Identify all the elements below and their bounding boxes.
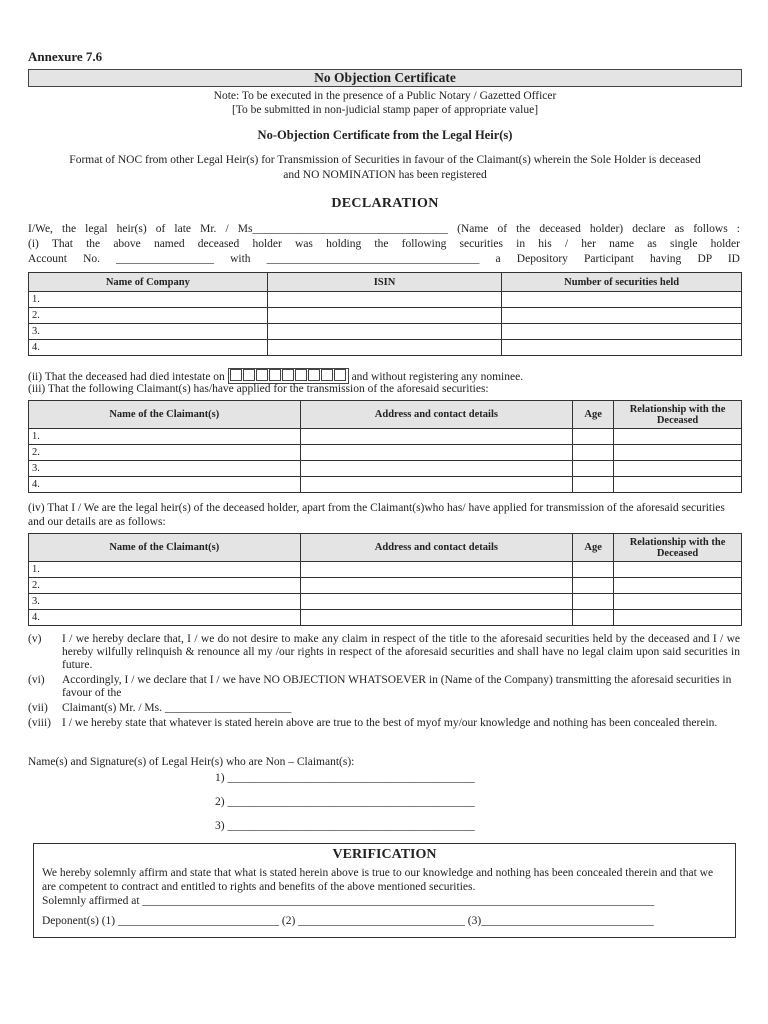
table-row: 2. [29, 308, 742, 324]
signature-line-2[interactable]: 2) ___________________________________________ [215, 796, 475, 808]
clause-vi: (vi) Accordingly, I / we declare that I / we have NO OBJECTION WHATSOEVER in (Name of the Company) transmitting the aforesaid securities in favour of the [28, 674, 732, 699]
col-header-company: Name of Company [29, 273, 268, 292]
verification-text: We hereby solemnly affirm and state that what is stated herein above is true to our knowledge and nothing has been concealed therein and that we are competent to contract and entitled to rights and benefits of the above mentioned securities. Solemnly affirmed at _________________________________________________________________________________________ Deponent(s) (1) ____________________________ (2) _____________________________ (3)______________________________ [42, 866, 727, 928]
table-row: 4. [29, 610, 742, 626]
table-row: 3. [29, 324, 742, 340]
table-row: 1. [29, 429, 742, 445]
table-row: 4. [29, 477, 742, 493]
col-header-heir-age: Age [573, 534, 614, 562]
col-header-securities: Number of securities held [502, 273, 742, 292]
clause-vii: (vii) Claimant(s) Mr. / Ms. ______________________ [28, 702, 292, 714]
legal-heirs-table [28, 533, 742, 626]
table-row: 1. [29, 562, 742, 578]
signature-line-3[interactable]: 3) ___________________________________________ [215, 820, 475, 832]
clauses-list [28, 633, 740, 732]
note-line-1: Note: To be executed in the presence of a Public Notary / Gazetted Officer [213, 90, 557, 102]
clause-v: (v) I / we hereby declare that, I / we do not desire to make any claim in respect of the title to the aforesaid securities held by the deceased and I / we hereby wilfully relinquish & renounce all my /our rights in respect of the aforesaid securities and shall have no legal claim upon said securities in future. [28, 633, 740, 671]
securities-table [28, 272, 742, 356]
names-signatures-line: Name(s) and Signature(s) of Legal Heir(s) who are Non – Claimant(s): [28, 756, 355, 768]
note-line-2: [To be submitted in non-judicial stamp paper of appropriate value] [231, 104, 539, 116]
col-header-address: Address and contact details [300, 401, 573, 429]
page-title: No Objection Certificate [28, 69, 742, 87]
annexure-label: Annexure 7.6 [28, 49, 103, 64]
table-row: 1. [29, 292, 742, 308]
format-line-2: and NO NOMINATION has been registered [283, 169, 487, 181]
table-row: 3. [29, 594, 742, 610]
declaration-line-1: I/We, the legal heir(s) of late Mr. / Ms__________________________________ (Name of the deceased holder) declare as follows : [28, 223, 740, 235]
verification-title: VERIFICATION [332, 847, 437, 862]
table-row: 2. [29, 445, 742, 461]
col-header-isin: ISIN [267, 273, 502, 292]
deponents-line[interactable]: Deponent(s) (1) ____________________________ (2) _____________________________ (3)______________________________ [42, 915, 654, 927]
table-row: 3. [29, 461, 742, 477]
claimants-table [28, 400, 742, 493]
col-header-heir-address: Address and contact details [300, 534, 573, 562]
col-header-age: Age [573, 401, 614, 429]
declaration-line-3: Account No. _________________ with _____________________________________ a Depository Participant having DP ID [28, 253, 740, 265]
clause-viii: (viii) I / we hereby state that whatever is stated herein above are true to the best of myof my/our knowledge and nothing has been concealed therein. [28, 717, 718, 729]
table-row: 2. [29, 578, 742, 594]
clause-iii: (iii) That the following Claimant(s) has/have applied for the transmission of the aforesaid securities: [28, 383, 489, 395]
clause-iv: (iv) That I / We are the legal heir(s) of the deceased holder, apart from the Claimant(s)who has/ have applied for transmission of the aforesaid securities and our details are as follows: [28, 502, 725, 528]
subtitle: No-Objection Certificate from the Legal Heir(s) [257, 128, 513, 142]
clause-ii-post: and without registering any nominee. [351, 371, 524, 383]
verification-box [33, 843, 736, 938]
declaration-heading: DECLARATION [331, 196, 439, 211]
col-header-heir-name: Name of the Claimant(s) [29, 534, 301, 562]
col-header-relationship: Relationship with the Deceased [614, 401, 742, 429]
solemnly-affirmed-line[interactable]: Solemnly affirmed at _________________________________________________________________________________________ [42, 895, 655, 907]
clause-ii-pre: (ii) That the deceased had died intestate on [28, 371, 225, 383]
signature-line-1[interactable]: 1) ___________________________________________ [215, 772, 475, 784]
col-header-claimant-name: Name of the Claimant(s) [29, 401, 301, 429]
format-line-1: Format of NOC from other Legal Heir(s) for Transmission of Securities in favour of the Claimant(s) wherein the Sole Holder is deceased [69, 154, 701, 166]
table-row: 4. [29, 340, 742, 356]
declaration-line-2: (i) That the above named deceased holder was holding the following securities in his / her name as single holder [28, 238, 740, 250]
col-header-heir-relationship: Relationship with the Deceased [614, 534, 742, 562]
